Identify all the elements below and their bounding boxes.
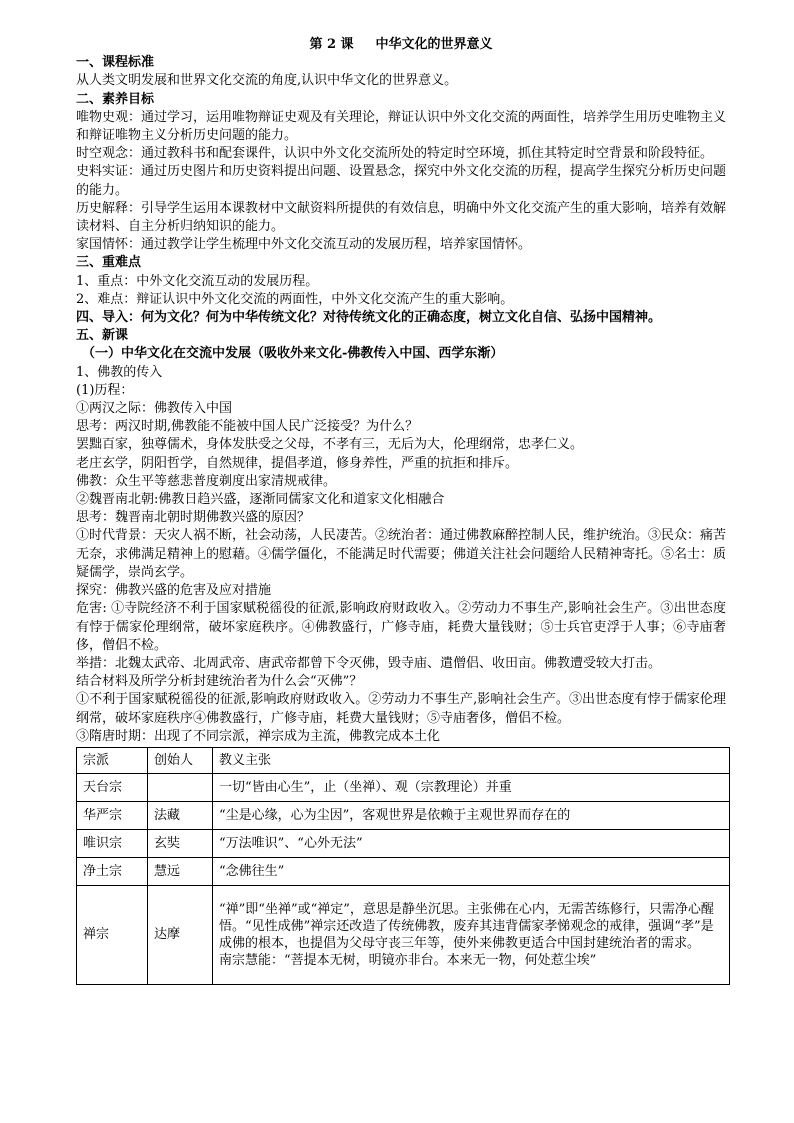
section-heading-goals: 二、素养目标 <box>76 91 155 107</box>
doctrine-cell: “万法唯识”、“心外无法” <box>213 829 730 857</box>
table-header-cell: 创始人 <box>148 747 213 773</box>
body-line: 举措：北魏太武帝、北周武帝、唐武帝都曾下令灭佛，毁寺庙、遣僧侣、收田亩。佛教遭受较大打击。 <box>76 655 662 671</box>
body-line: 思考：魏晋南北朝时期佛教兴盛的原因？ <box>76 510 311 526</box>
table-row <box>77 801 730 829</box>
body-line: 结合材料及所学分析封建统治者为什么会“灭佛”？ <box>76 674 363 690</box>
body-line: 思考：两汉时期,佛教能不能被中国人民广泛接受？为什么？ <box>76 419 419 435</box>
table-row <box>77 885 730 984</box>
doctrine-cell: “念佛往生” <box>213 857 730 885</box>
table-row <box>77 857 730 885</box>
section-heading-keypoints: 三、重难点 <box>76 255 142 271</box>
section-heading-standards: 一、课程标准 <box>76 55 155 71</box>
section-heading-newlesson: 五、新课 <box>76 328 129 344</box>
lesson-title <box>76 36 726 54</box>
goal-item: 唯物史观：通过学习，运用唯物辩证史观及有关理论，辩证认识中外文化交流的两面性，培养学生用历史唯物主义和辩证唯物主义分析历史问题的能力。 <box>76 109 727 144</box>
sect-cell: 华严宗 <box>77 801 148 829</box>
goal-item: 时空观念：通过教科书和配套课件，认识中外文化交流所处的特定时空环境，抓住其特定时空背景和阶段特征。 <box>76 146 714 162</box>
table-row <box>77 773 730 801</box>
table-row <box>77 829 730 857</box>
standards-text: 从人类文明发展和世界文化交流的角度,认识中华文化的世界意义。 <box>76 73 458 89</box>
section-heading-intro: 四、导入：何为文化？何为中华传统文化？对待传统文化的正确态度，树立文化自信、弘扬中国精神。 <box>76 310 662 326</box>
keypoint-item: 1、重点：中外文化交流互动的发展历程。 <box>76 273 319 289</box>
body-line: 危害: ①寺院经济不利于国家赋税徭役的征派,影响政府财政收入。②劳动力不事生产,影响社会生产。③出世态度有悖于儒家伦理纲常，破坏家庭秩序。④佛教盛行，广修寺庙，耗费大量钱财；⑤士兵官吏浮于人事；⑥寺庙奢侈，僧侣不检。 <box>76 601 726 653</box>
document-page <box>76 36 726 985</box>
buddhist-sects-table <box>76 747 730 985</box>
doctrine-cell <box>213 885 730 984</box>
sect-cell: 净土宗 <box>77 857 148 885</box>
doctrine-cell: 一切“皆由心生”，止（坐禅）、观（宗教理论）并重 <box>213 773 730 801</box>
sect-cell: 禅宗 <box>77 885 148 984</box>
body-line: ②魏晋南北朝:佛教日趋兴盛，逐渐同儒家文化和道家文化相融合 <box>76 492 445 508</box>
doctrine-quote: 南宗慧能：“菩提本无树，明镜亦非台。本来无一物，何处惹尘埃” <box>219 952 597 968</box>
body-line: 探究：佛教兴盛的危害及应对措施 <box>76 583 272 599</box>
founder-cell: 达摩 <box>148 885 213 984</box>
goal-item: 历史解释：引导学生运用本课教材中文献资料所提供的有效信息，明确中外文化交流产生的重大影响，培养有效解读材料、自主分析归纳知识的能力。 <box>76 200 727 235</box>
lesson-number: 第 2 课 <box>309 37 354 52</box>
body-line: ①不利于国家赋税徭役的征派,影响政府财政收入。②劳动力不事生产,影响社会生产。③出世态度有悖于儒家伦理纲常，破坏家庭秩序④佛教盛行，广修寺庙，耗费大量钱财；⑤寺庙奢侈，僧侣不检。 <box>76 692 726 726</box>
founder-cell: 玄奘 <box>148 829 213 857</box>
lesson-name: 中华文化的世界意义 <box>375 37 493 52</box>
body-line: 1、佛教的传入 <box>76 364 163 380</box>
founder-cell: 慧远 <box>148 857 213 885</box>
sect-cell: 唯识宗 <box>77 829 148 857</box>
body-line: (1)历程： <box>76 382 134 398</box>
body-line: ①时代背景：天灾人祸不断，社会动荡，人民凄苦。②统治者：通过佛教麻醉控制人民，维护统治。③民众：痛苦无奈，求佛满足精神上的慰藉。④儒学僵化，不能满足时代需要；佛道关注社会问题给人民精神寄托。⑤名士：质疑儒学，崇尚玄学。 <box>76 528 727 580</box>
keypoint-item: 2、难点：辩证认识中外文化交流的两面性，中外文化交流产生的重大影响。 <box>76 291 514 307</box>
founder-cell: 法藏 <box>148 801 213 829</box>
body-line: ①两汉之际：佛教传入中国 <box>76 401 233 417</box>
sect-cell: 天台宗 <box>77 773 148 801</box>
body-line: 老庄玄学，阴阳哲学，自然规律，提倡孝道，修身养性，严重的抗拒和排斥。 <box>76 455 519 471</box>
body-line: 佛教：众生平等慈悲普度剃度出家清规戒律。 <box>76 473 337 489</box>
table-header-row <box>77 747 730 773</box>
body-line: 罢黜百家，独尊儒术，身体发肤受之父母，不孝有三，无后为大，伦理纲常，忠孝仁义。 <box>76 437 584 453</box>
subsection-heading: （一）中华文化在交流中发展（吸收外来文化-佛教传入中国、西学东渐） <box>82 346 504 362</box>
table-header-cell: 教义主张 <box>213 747 730 773</box>
goal-item: 史料实证：通过历史图片和历史资料提出问题、设置悬念，探究中外文化交流的历程，提高学生探究分析历史问题的能力。 <box>76 164 727 198</box>
doctrine-cell: “尘是心缘，心为尘因”，客观世界是依赖于主观世界而存在的 <box>213 801 730 829</box>
table-header-cell: 宗派 <box>77 747 148 773</box>
founder-cell <box>148 773 213 801</box>
doctrine-text: “禅”即“坐禅”或“禅定”，意思是静坐沉思。主张佛在心内，无需苦练修行，只需净心醒悟。“见性成佛”禅宗还改造了传统佛教，废弃其违背儒家孝悌观念的戒律，强调“孝”是成佛的根本，也提倡为父母守丧三年等，使外来佛教更适合中国封建统治者的需求。 <box>219 901 714 951</box>
goal-item: 家国情怀：通过教学让学生梳理中外文化交流互动的发展历程，培养家国情怀。 <box>76 237 532 253</box>
body-line: ③隋唐时期：出现了不同宗派，禅宗成为主流，佛教完成本土化 <box>76 728 441 744</box>
